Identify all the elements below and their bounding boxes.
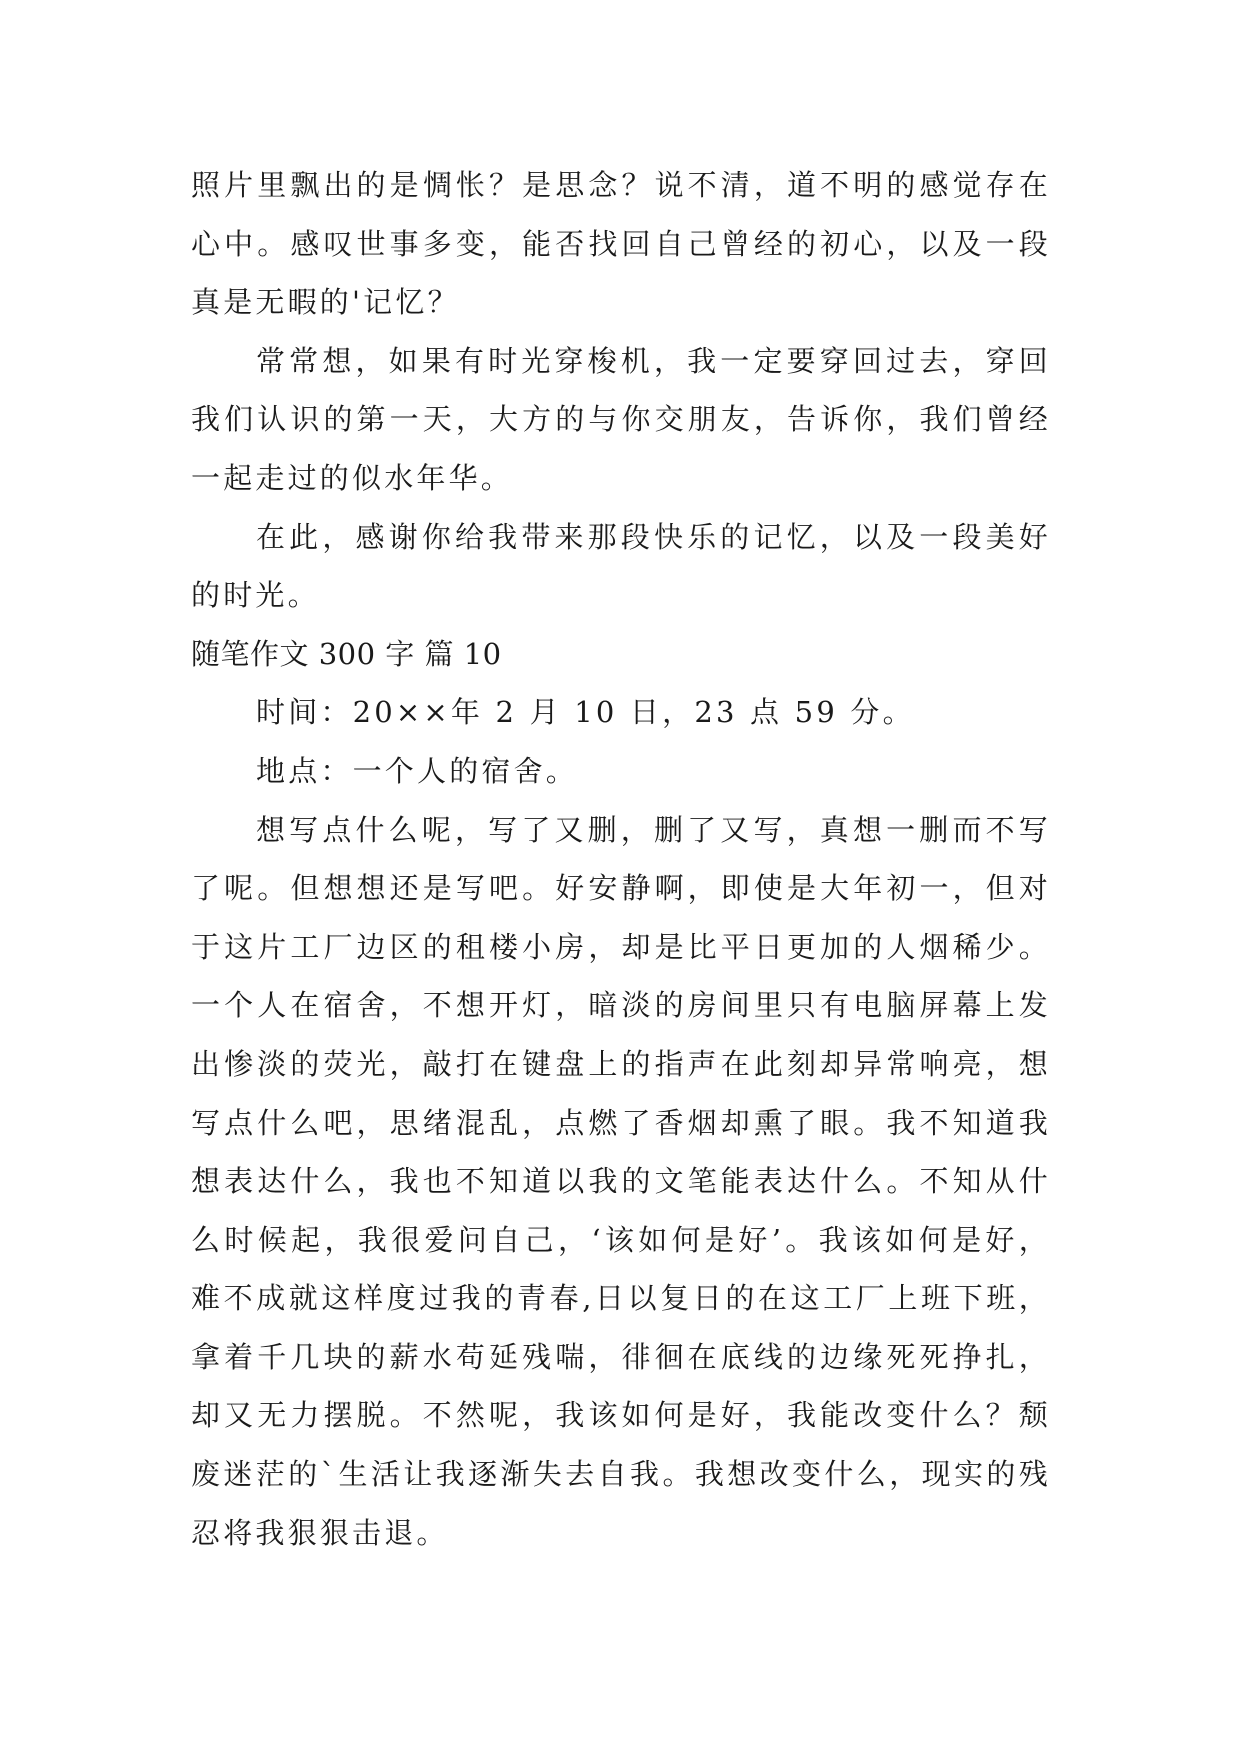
section-heading: 随笔作文 300 字 篇 10 [191,636,502,671]
paragraph-time-machine: 常常想，如果有时光穿梭机，我一定要穿回过去，穿回我们认识的第一天，大方的与你交朋友，告诉你，我们曾经一起走过的似水年华。 [191,343,1051,495]
document-body [191,156,1051,1562]
paragraph-place: 地点：一个人的宿舍。 [256,753,579,788]
paragraph-thanks: 在此，感谢你给我带来那段快乐的记忆，以及一段美好的时光。 [191,519,1051,613]
paragraph-memory-question: 照片里飘出的是惆怅？是思念？说不清，道不明的感觉存在心中。感叹世事多变，能否找回自己曾经的初心，以及一段真是无暇的'记忆？ [191,168,1051,320]
paragraph-main-essay: 想写点什么呢，写了又删，删了又写，真想一删而不写了呢。但想想还是写吧。好安静啊，即使是大年初一，但对于这片工厂边区的租楼小房，却是比平日更加的人烟稀少。一个人在宿舍，不想开灯，暗淡的房间里只有电脑屏幕上发出惨淡的荧光，敲打在键盘上的指声在此刻却异常响亮，想写点什么吧，思绪混乱，点燃了香烟却熏了眼。我不知道我想表达什么，我也不知道以我的文笔能表达什么。不知从什么时候起，我很爱问自己，‘该如何是好’。我该如何是好，难不成就这样度过我的青春,日以复日的在这工厂上班下班，拿着千几块的薪水苟延残喘，徘徊在底线的边缘死死挣扎，却又无力摆脱。不然呢，我该如何是好，我能改变什么？颓废迷茫的`生活让我逐渐失去自我。我想改变什么，现实的残忍将我狠狠击退。 [191,812,1051,1550]
paragraph-time: 时间：20××年 2 月 10 日，23 点 59 分。 [256,695,915,730]
